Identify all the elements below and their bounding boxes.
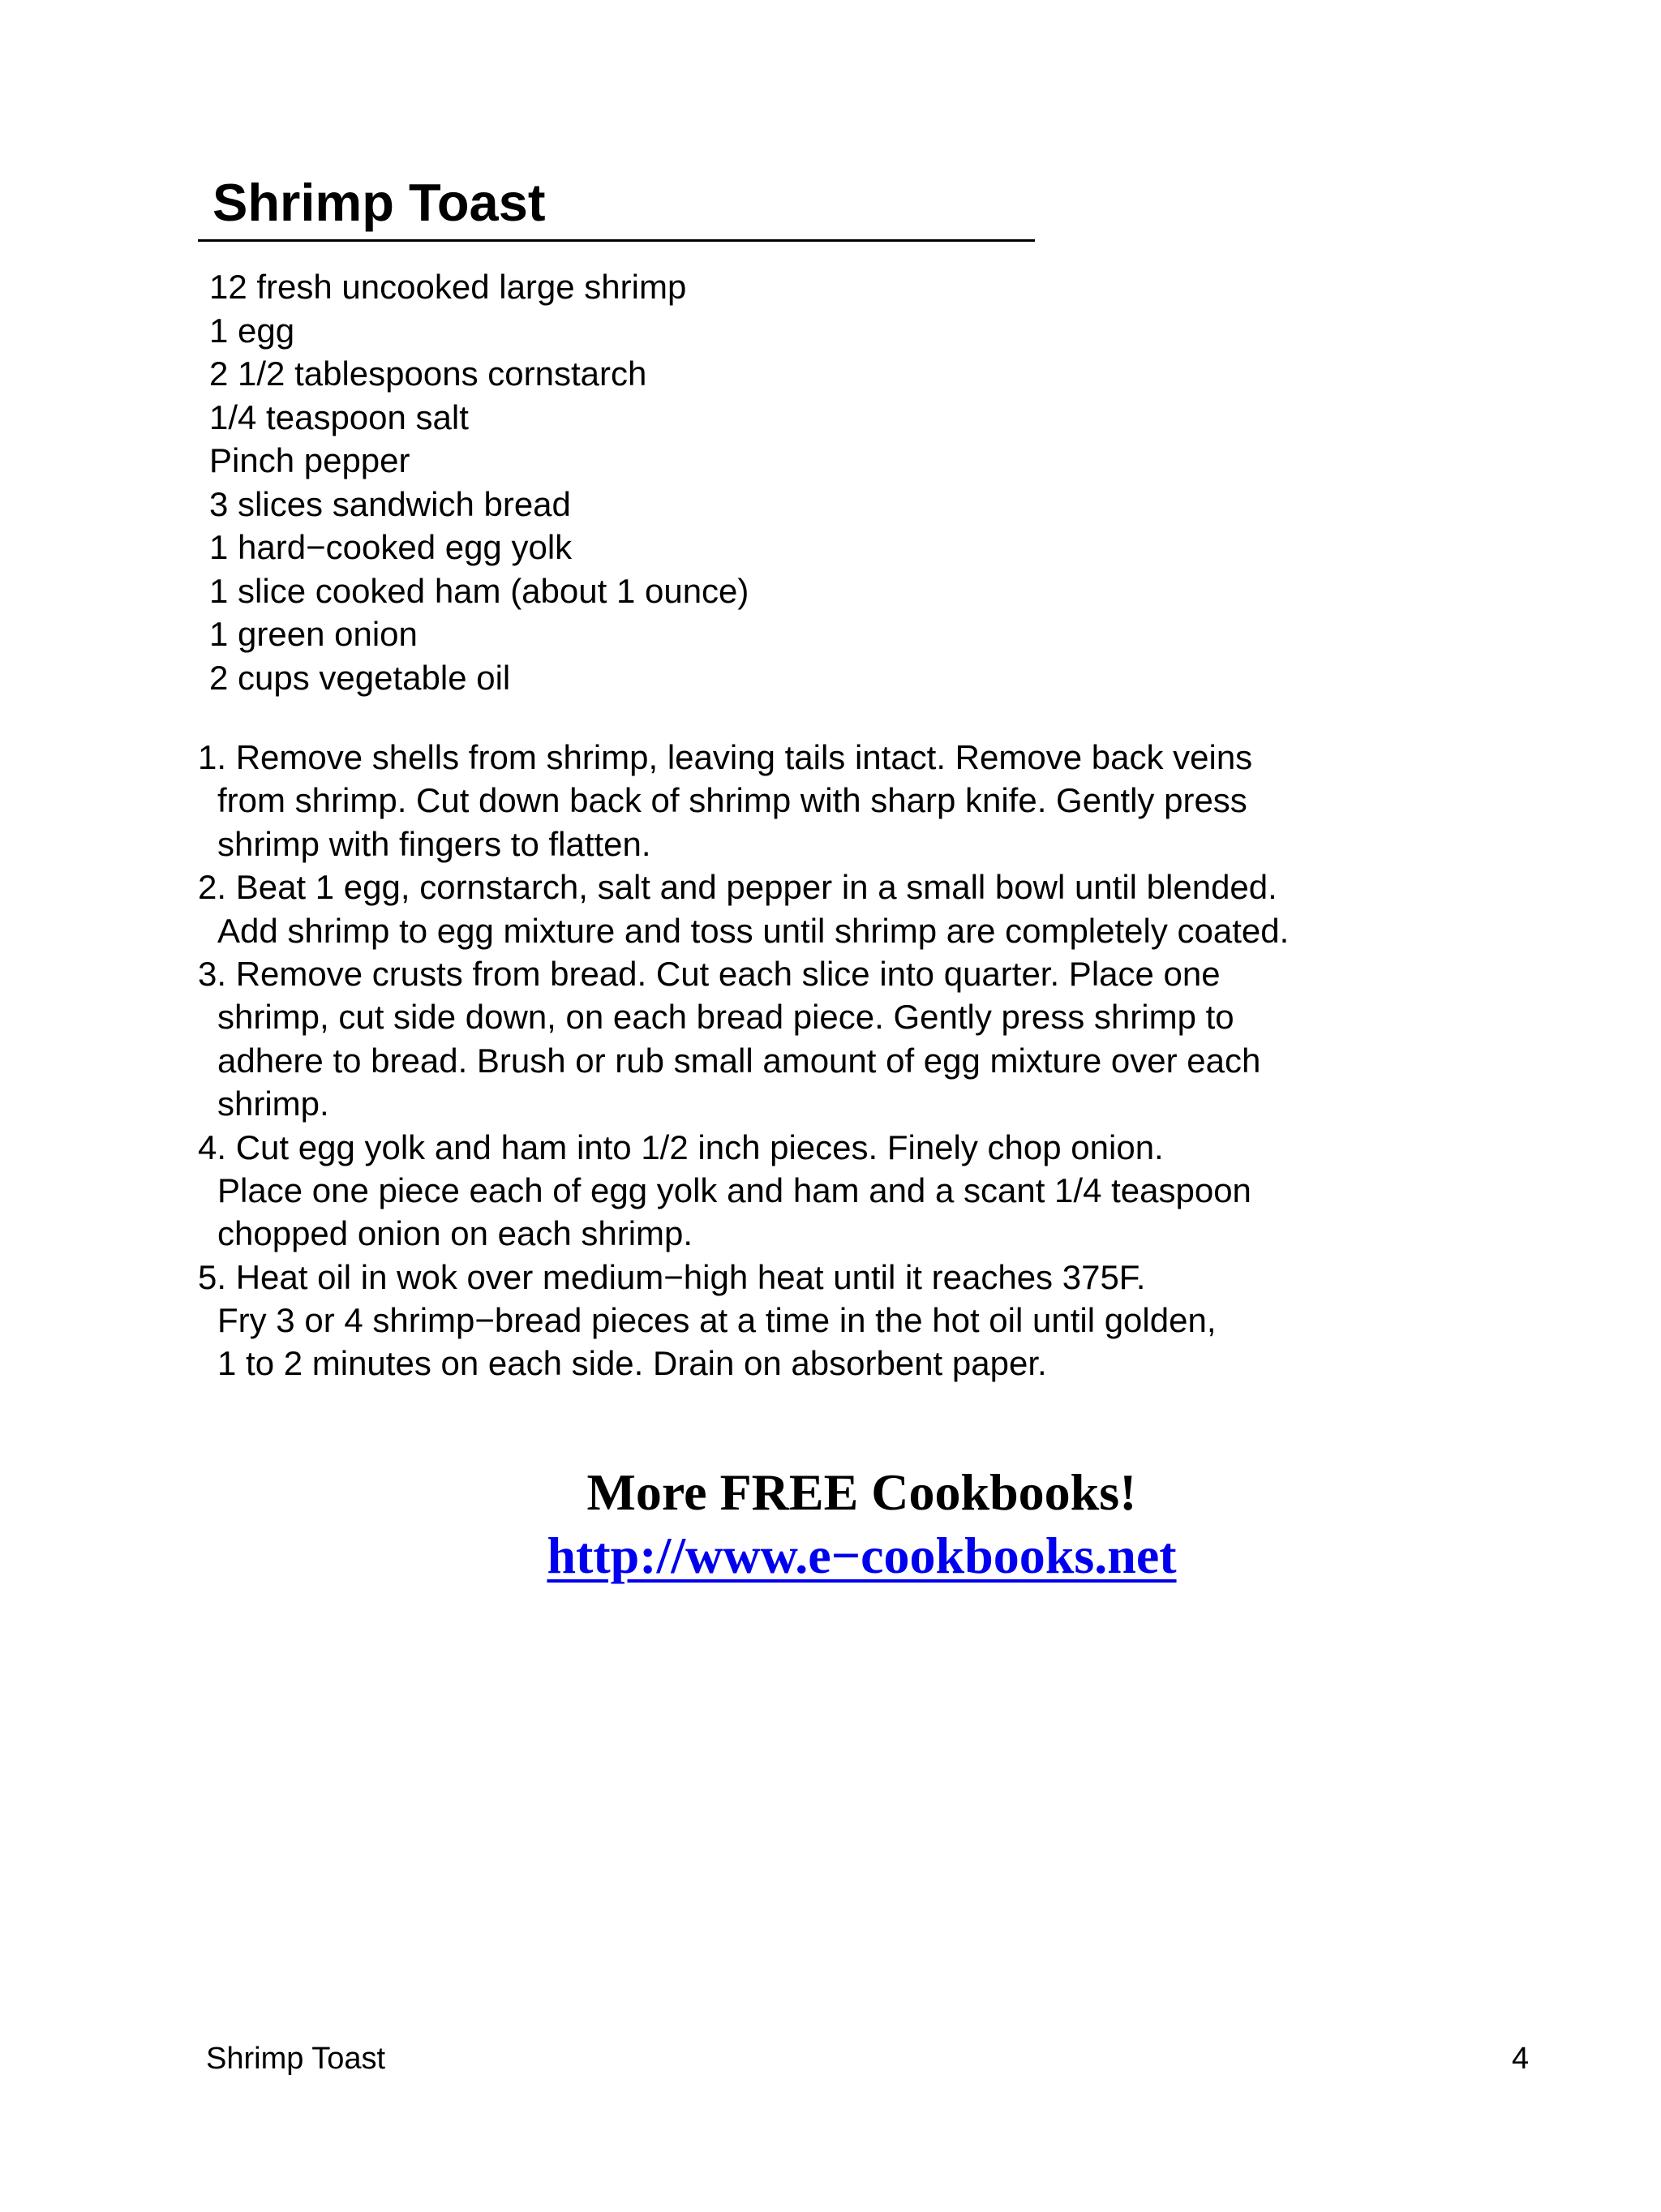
ingredient-item: 1 slice cooked ham (about 1 ounce) (209, 571, 749, 610)
recipe-title: Shrimp Toast (212, 173, 546, 232)
instruction-line: shrimp. (217, 1085, 329, 1123)
title-underline (198, 239, 1035, 242)
ingredient-item: 1/4 teaspoon salt (209, 397, 469, 436)
ingredient-item: 1 egg (209, 311, 295, 350)
instruction-step-5 (198, 1256, 1289, 1385)
instruction-line: Add shrimp to egg mixture and toss until shrimp are completely coated. (217, 911, 1290, 950)
instruction-line: 3. Remove crusts from bread. Cut each slice into quarter. Place one (198, 954, 1221, 993)
instruction-step-3 (198, 952, 1289, 1126)
page-number: 4 (1512, 2042, 1530, 2076)
ingredient-item: 12 fresh uncooked large shrimp (209, 268, 687, 306)
instruction-line: shrimp, cut side down, on each bread piece. Gently press shrimp to (217, 998, 1234, 1037)
ingredient-item: 3 slices sandwich bread (209, 484, 571, 523)
cookbooks-link[interactable]: http://www.e−cookbooks.net (547, 1527, 1177, 1584)
instruction-line: 5. Heat oil in wok over medium−high heat until it reaches 375F. (198, 1257, 1146, 1296)
footer-title: Shrimp Toast (206, 2042, 386, 2076)
ingredient-item: Pinch pepper (209, 441, 410, 479)
ingredient-item: 2 cups vegetable oil (209, 658, 511, 697)
ingredient-item: 1 hard−cooked egg yolk (209, 528, 573, 566)
instruction-line: shrimp with fingers to flatten. (217, 824, 651, 863)
ingredient-item: 1 green onion (209, 615, 418, 653)
ingredient-item: 2 1/2 tablespoons cornstarch (209, 354, 647, 393)
instruction-line: 1 to 2 minutes on each side. Drain on absorbent paper. (217, 1344, 1047, 1383)
ingredient-list (209, 265, 749, 699)
instruction-line: 2. Beat 1 egg, cornstarch, salt and pepper in a small bowl until blended. (198, 868, 1277, 907)
promo-headline: More FREE Cookbooks! (586, 1463, 1137, 1521)
instruction-list (198, 736, 1289, 1385)
instruction-line: adhere to bread. Brush or rub small amount of egg mixture over each (217, 1041, 1261, 1080)
instruction-line: Fry 3 or 4 shrimp−bread pieces at a time in the hot oil until golden, (217, 1301, 1217, 1340)
instruction-line: from shrimp. Cut down back of shrimp with sharp knife. Gently press (217, 781, 1247, 820)
instruction-step-2 (198, 865, 1289, 952)
instruction-step-4 (198, 1126, 1289, 1256)
instruction-step-1 (198, 736, 1289, 865)
instruction-line: 1. Remove shells from shrimp, leaving tails intact. Remove back veins (198, 738, 1253, 776)
instruction-line: Place one piece each of egg yolk and ham and a scant 1/4 teaspoon (217, 1170, 1251, 1209)
instruction-line: 4. Cut egg yolk and ham into 1/2 inch pieces. Finely chop onion. (198, 1127, 1164, 1166)
instruction-line: chopped onion on each shrimp. (217, 1214, 693, 1253)
